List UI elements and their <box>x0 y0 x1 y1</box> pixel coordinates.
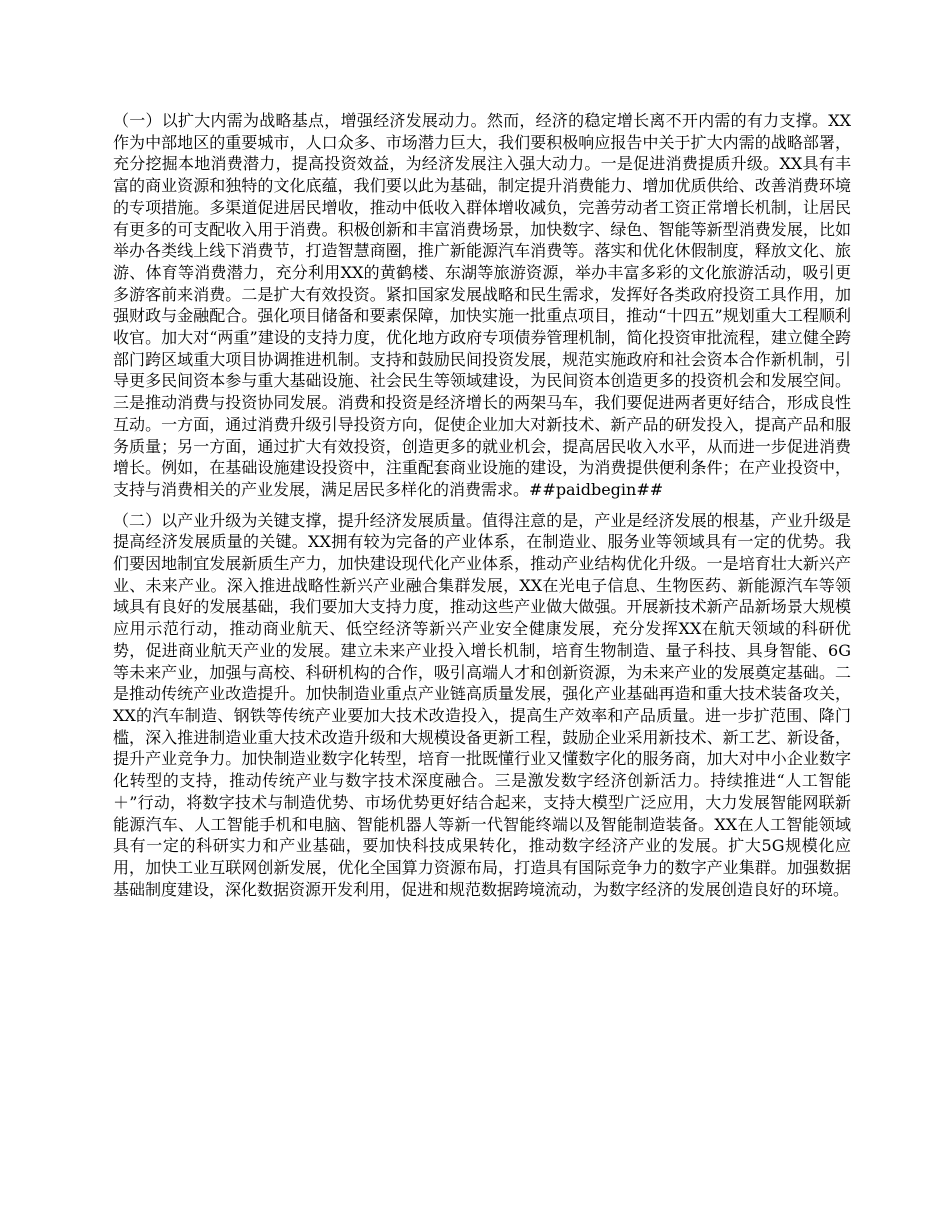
paragraph-industrial-upgrade: （二）以产业升级为关键支撑，提升经济发展质量。值得注意的是，产业是经济发展的根基，产业升级是提高经济发展质量的关键。XX拥有较为完备的产业体系，在制造业、服务业等领域具有一定的优势。我们要因地制宜发展新质生产力，加快建设现代化产业体系，推动产业结构优化升级。一是培育壮大新兴产业、未来产业。深入推进战略性新兴产业融合集群发展，XX在光电子信息、生物医药、新能源汽车等领域具有良好的发展基础，我们要加大支持力度，推动这些产业做大做强。开展新技术新产品新场景大规模应用示范行动，推动商业航天、低空经济等新兴产业安全健康发展，充分发挥XX在航天领域的科研优势，促进商业航天产业的发展。建立未来产业投入增长机制，培育生物制造、量子科技、具身智能、6G等未来产业，加强与高校、科研机构的合作，吸引高端人才和创新资源，为未来产业的发展奠定基础。二是推动传统产业改造提升。加快制造业重点产业链高质量发展，强化产业基础再造和重大技术装备攻关，XX的汽车制造、钢铁等传统产业要加大技术改造投入，提高生产效率和产品质量。进一步扩范围、降门槛，深入推进制造业重大技术改造升级和大规模设备更新工程，鼓励企业采用新技术、新工艺、新设备，提升产业竞争力。加快制造业数字化转型，培育一批既懂行业又懂数字化的服务商，加大对中小企业数字化转型的支持，推动传统产业与数字技术深度融合。三是激发数字经济创新活力。持续推进“人工智能＋”行动，将数字技术与制造优势、市场优势更好结合起来，支持大模型广泛应用，大力发展智能网联新能源汽车、人工智能手机和电脑、智能机器人等新一代智能终端以及智能制造装备。XX在人工智能领域具有一定的科研实力和产业基础，要加快科技成果转化，推动数字经济产业的发展。扩大5G规模化应用，加快工业互联网创新发展，优化全国算力资源布局，打造具有国际竞争力的数字产业集群。加强数据基础制度建设，深化数据资源开发利用，促进和规范数据跨境流动，为数字经济的发展创造良好的环境。 <box>113 510 851 899</box>
document-body <box>113 110 851 900</box>
paragraph-expand-domestic-demand: （一）以扩大内需为战略基点，增强经济发展动力。然而，经济的稳定增长离不开内需的有力支撑。XX作为中部地区的重要城市，人口众多、市场潜力巨大，我们要积极响应报告中关于扩大内需的战略部署，充分挖掘本地消费潜力，提高投资效益，为经济发展注入强大动力。一是促进消费提质升级。XX具有丰富的商业资源和独特的文化底蕴，我们要以此为基础，制定提升消费能力、增加优质供给、改善消费环境的专项措施。多渠道促进居民增收，推动中低收入群体增收减负，完善劳动者工资正常增长机制，让居民有更多的可支配收入用于消费。积极创新和丰富消费场景，加快数字、绿色、智能等新型消费发展，比如举办各类线上线下消费节，打造智慧商圈，推广新能源汽车消费等。落实和优化休假制度，释放文化、旅游、体育等消费潜力，充分利用XX的黄鹤楼、东湖等旅游资源，举办丰富多彩的文化旅游活动，吸引更多游客前来消费。二是扩大有效投资。紧扣国家发展战略和民生需求，发挥好各类政府投资工具作用，加强财政与金融配合。强化项目储备和要素保障，加快实施一批重点项目，推动“十四五”规划重大工程顺利收官。加大对“两重”建设的支持力度，优化地方政府专项债券管理机制，简化投资审批流程，建立健全跨部门跨区域重大项目协调推进机制。支持和鼓励民间投资发展，规范实施政府和社会资本合作新机制，引导更多民间资本参与重大基础设施、社会民生等领域建设，为民间资本创造更多的投资机会和发展空间。三是推动消费与投资协同发展。消费和投资是经济增长的两架马车，我们要促进两者更好结合，形成良性互动。一方面，通过消费升级引导投资方向，促使企业加大对新技术、新产品的研发投入，提高产品和服务质量；另一方面，通过扩大有效投资，创造更多的就业机会，提高居民收入水平，从而进一步促进消费增长。例如，在基础设施建设投资中，注重配套商业设施的建设，为消费提供便利条件；在产业投资中，支持与消费相关的产业发展，满足居民多样化的消费需求。##paidbegin## <box>113 111 851 499</box>
